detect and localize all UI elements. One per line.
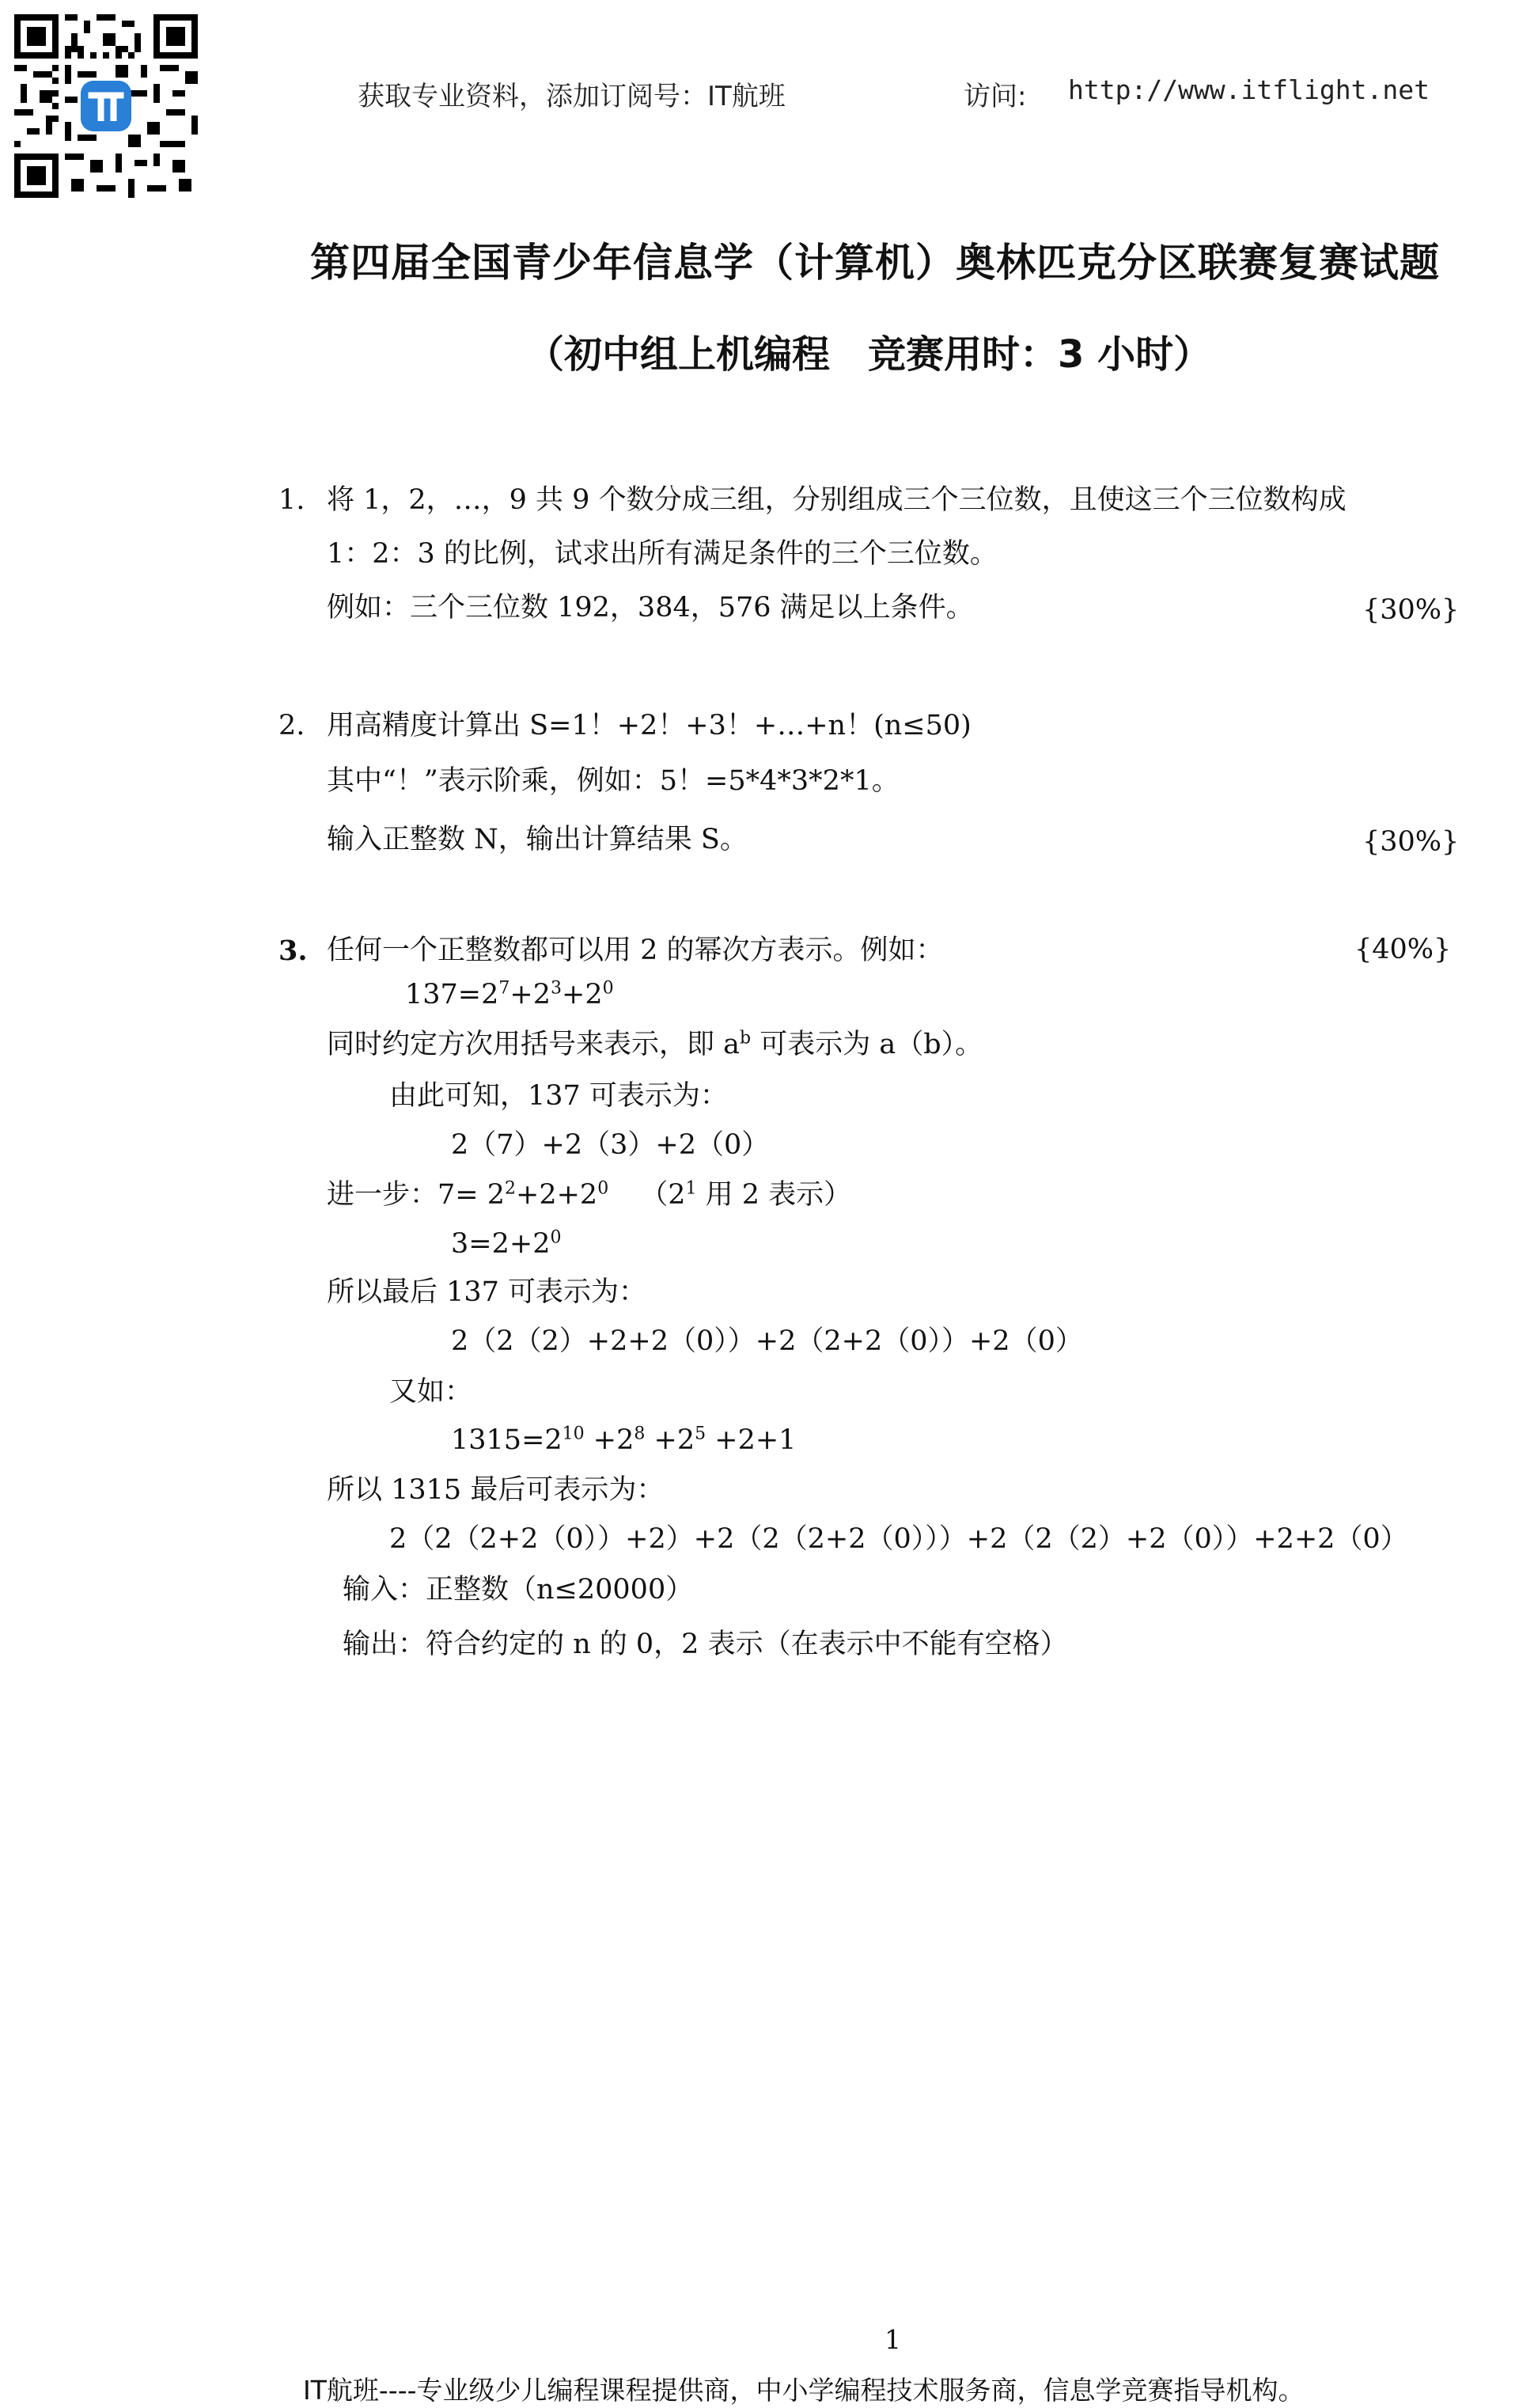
qr-code [14, 14, 198, 198]
problem-2-line3: 输入正整数 N，输出计算结果 S。 [327, 824, 748, 855]
page-title: 第四届全国青少年信息学（计算机）奥林匹克分区联赛复赛试题 [310, 240, 1440, 286]
equation-3: $3=2+2^0$ [451, 1227, 562, 1260]
input-spec: 输入：正整数（n≤20000） [343, 1574, 694, 1606]
step-further: 进一步：$7= 2^2+2+2^0$ （$2^1$ 用 2 表示） [327, 1178, 852, 1211]
problem-2-number: 2. [278, 710, 305, 741]
header-subscription-text: 获取专业资料，添加订阅号：IT航班 [358, 81, 786, 112]
output-spec: 输出：符合约定的 n 的 0，2 表示（在表示中不能有空格） [343, 1629, 1068, 1660]
page-number: 1 [885, 2324, 901, 2355]
known-text: 由此可知，137 可表示为： [389, 1080, 728, 1112]
problem-1-line2: 1：2：3 的比例，试求出所有满足条件的三个三位数。 [327, 538, 998, 570]
also-label: 又如： [389, 1376, 473, 1408]
problem-2-line2: 其中“！”表示阶乘，例如：5！=5*4*3*2*1。 [327, 765, 900, 797]
problem-1-line1: 将 1，2，…，9 共 9 个数分成三组，分别组成三个三位数，且使这三个三位数构成 [327, 484, 1347, 516]
problem-1-number: 1. [278, 484, 305, 516]
problem-1-score: {30%} [1362, 594, 1460, 626]
representation-1315: 2（2（2+2（0））+2）+2（2（2+2（0）））+2（2（2）+2（0））+2+2（0） [389, 1523, 1408, 1555]
representation-137-final: 2（2（2）+2+2（0））+2（2+2（0））+2（0） [451, 1325, 1083, 1357]
equation-137: $137=2^7+2^3+2^0$ [405, 978, 614, 1011]
problem-2-line1: 用高精度计算出 S=1！+2！+3！+…+n！(n≤50) [327, 710, 972, 741]
problem-3-intro: 任何一个正整数都可以用 2 的幂次方表示。例如： [327, 935, 944, 966]
header-visit-label: 访问: [964, 81, 1027, 112]
header-url-link[interactable]: http://www.itflight.net [1068, 74, 1430, 105]
equation-1315: $1315=2^{10} +2^8 +2^5 +2+1$ [451, 1424, 797, 1456]
convention-text: 同时约定方次用括号来表示，即 $a^b$ 可表示为 a（b）。 [327, 1028, 983, 1060]
final-label-137: 所以最后 137 可表示为： [327, 1276, 647, 1308]
problem-2-score: {30%} [1362, 826, 1460, 858]
representation-137-first: 2（7）+2（3）+2（0） [451, 1129, 770, 1161]
footer-text: IT航班----专业级少儿编程课程提供商，中小学编程技术服务商，信息学竞赛指导机构。 [303, 2375, 1305, 2406]
problem-1-line3: 例如：三个三位数 192，384，576 满足以上条件。 [327, 592, 974, 624]
problem-3-number: 3. [278, 935, 308, 967]
problem-3-score: {40%} [1354, 934, 1452, 965]
final-label-1315: 所以 1315 最后可表示为： [327, 1474, 665, 1506]
page-subtitle: （初中组上机编程 竞赛用时：3 小时） [526, 332, 1212, 377]
